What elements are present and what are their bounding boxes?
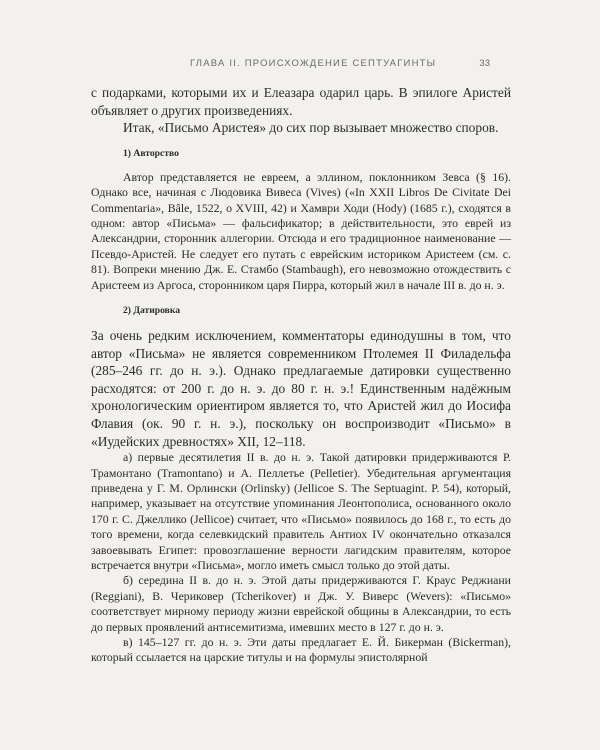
- section-heading-authorship: 1) Авторство: [123, 147, 179, 159]
- intro-paragraph: с подарками, которыми их и Елеазара одарил царь. В эпилоге Аристей объявляет о других произведениях.: [91, 85, 511, 118]
- intro-summary-paragraph: Итак, «Письмо Аристея» до сих пор вызывает множество споров.: [123, 120, 499, 136]
- running-header: [0, 58, 600, 72]
- dating-item-a: а) первые десятилетия II в. до н. э. Такой датировки придерживаются Р. Трамонтано (Tramontano) и А. Пеллетье (Pelletier). Убедительная аргументация приведена у Г. М. Орлински (Orlinsky) (Jellicoe S. The Septuagint. P. 54), который, например, указывает на отсутствие упоминания Леонтополиса, основанного около 170 г. С. Джеллико (Jellicoe) считает, что «Письмо» появилось до 168 г., то есть до того времени, когда селевкидский правитель Антиох IV окончательно отказался завоевывать Египет: провозглашение верности лагидским правителям, которое встречается внутри «Письма», могло иметь смысл только до этой даты.: [91, 450, 511, 573]
- authorship-paragraph: Автор представляется не евреем, а эллином, поклонником Зевса (§ 16). Однако все, начиная с Людовика Вивеса (Vives) («In XXII Libros De Civitate Dei Commentaria», Bâle, 1522, о XVIII, 42) и Хамври Ходи (Hody) (1685 г.), сходятся в одном: автор «Письма» — фальсификатор; в действительности, это еврей из Александрии, сторонник аллегории. Отсюда и его традиционное наименование — Псевдо-Аристей. Не следует его путать с еврейским историком Аристеем (см. с. 81). Вопреки мнению Дж. Е. Стамбо (Stambaugh), его невозможно отождествить с Аристеем из Аргоса, сторонником царя Пирра, который жил в начале III в. до н. э.: [91, 169, 511, 292]
- dating-item-c: в) 145–127 гг. до н. э. Эти даты предлагает Е. Й. Бикерман (Bickerman), который ссылается на царские титулы и на формулы эпистолярной: [91, 635, 511, 665]
- page-number: 33: [479, 58, 490, 69]
- dating-paragraph: За очень редким исключением, комментаторы единодушны в том, что автор «Письма» не является современником Птолемея II Филадельфа (285–246 гг. до н. э.). Однако предлагаемые датировки существенно расходятся: от 200 г. до н. э. до 80 г. н. э.! Единственным надёжным хронологическим ориентиром является то, что Аристей жил до Иосифа Флавия (ок. 90 г. н. э.), поскольку он воспроизводит «Письмо» в «Иудейских древностях» XII, 12–118.: [91, 328, 511, 449]
- section-heading-dating: 2) Датировка: [123, 305, 181, 317]
- main-text: [91, 84, 511, 666]
- dating-item-b: б) середина II в. до н. э. Этой даты придерживаются Г. Краус Реджиани (Reggiani), В. Чериковер (Tcherikover) и Дж. У. Виверс (Wevers): «Письмо» соответствует мирному периоду жизни еврейской общины в Александрии, то есть до первых проявлений антисемитизма, имевших место в 127 г. до н. э.: [91, 573, 511, 634]
- running-title: ГЛАВА II. ПРОИСХОЖДЕНИЕ СЕПТУАГИНТЫ: [190, 58, 437, 69]
